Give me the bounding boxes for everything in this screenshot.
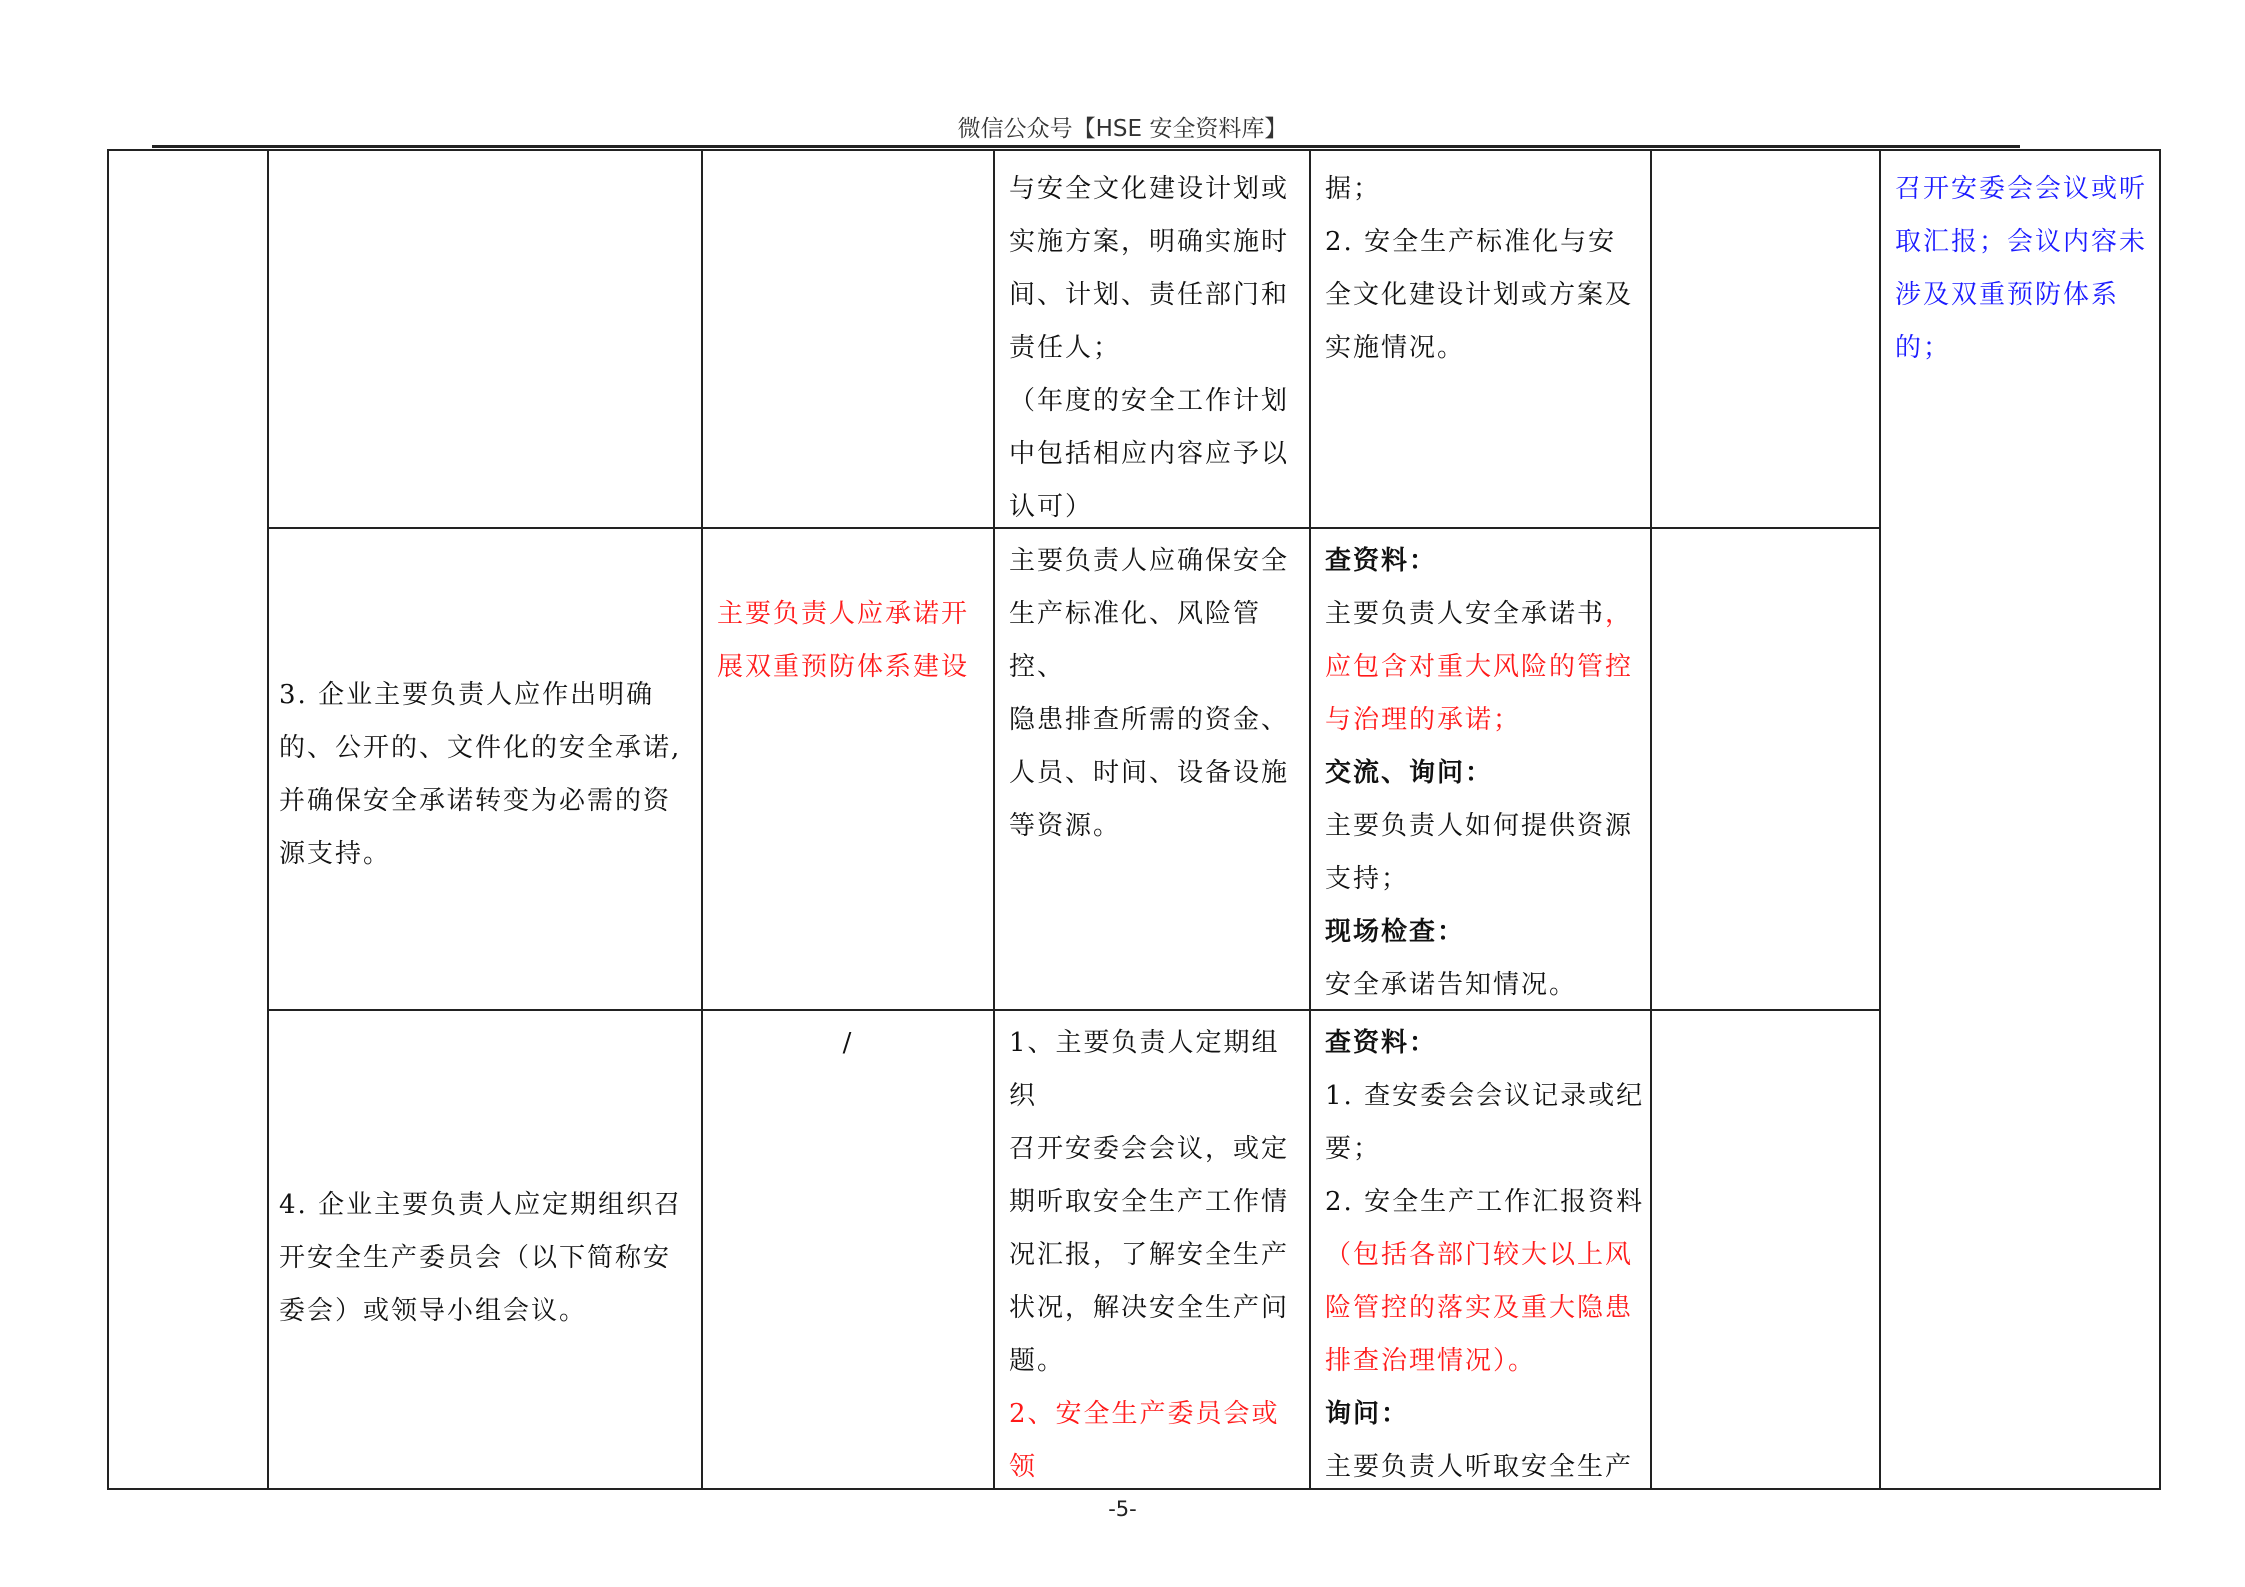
item-3-method: 查资料： 主要负责人安全承诺书， 应包含对重大风险的管控 与治理的承诺； 交流、询问： 主要负责人如何提供资源 支持； 现场检查： 安全承诺告知情况。 [1325,546,1634,1000]
page-header: 微信公众号【HSE 安全资料库】 [957,116,1288,142]
method-cell-continued: 据； 2. 安全生产标准化与安 全文化建设计划或方案及 实施情况。 [1325,174,1634,363]
item-4-standard: 1、主要负责人定期组织 召开安委会会议，或定 期听取安全生产工作情 况汇报，了解安全生产 状况，解决安全生产问 题。 2、安全生产委员会或领 [1009,1028,1290,1482]
item-4-cell: 4. 企业主要负责人应定期组织召 开安全生产委员会（以下简称安 委会）或领导小组会议。 [279,1190,683,1326]
item-4-method: 查资料： 1. 查安委会会议记录或纪 要； 2. 安全生产工作汇报资料 （包括各部门较大以上风 险管控的落实及重大隐患 排查治理情况）。 询问： 主要负责人听取安全生产 [1325,1028,1645,1482]
col-divider [701,151,703,1488]
col-divider [993,151,995,1488]
col-divider [1879,151,1881,1488]
col-divider [267,151,269,1488]
col-divider [1309,151,1311,1488]
item-4-dual-prevention: / [842,1028,854,1058]
header-divider [152,145,2020,148]
page-number: -5- [1108,1497,1137,1521]
item-3-dual-prevention: 主要负责人应承诺开 展双重预防体系建设 [717,599,970,682]
item-3-standard: 主要负责人应确保安全 生产标准化、风险管控、 隐患排查所需的资金、 人员、时间、设备设施 等资源。 [1009,546,1290,841]
deduction-cell: 召开安委会会议或听 取汇报；会议内容未 涉及双重预防体系 的； [1895,174,2148,363]
standard-cell-continued: 与安全文化建设计划或 实施方案，明确实施时 间、计划、责任部门和 责任人； （年度的安全工作计划 中包括相应内容应予以 认可） [1009,174,1290,522]
col-divider [1650,151,1652,1488]
audit-table [107,149,2161,1490]
item-3-cell: 3. 企业主要负责人应作出明确 的、公开的、文件化的安全承诺, 并确保安全承诺转变为必需的资 源支持。 [279,680,682,869]
